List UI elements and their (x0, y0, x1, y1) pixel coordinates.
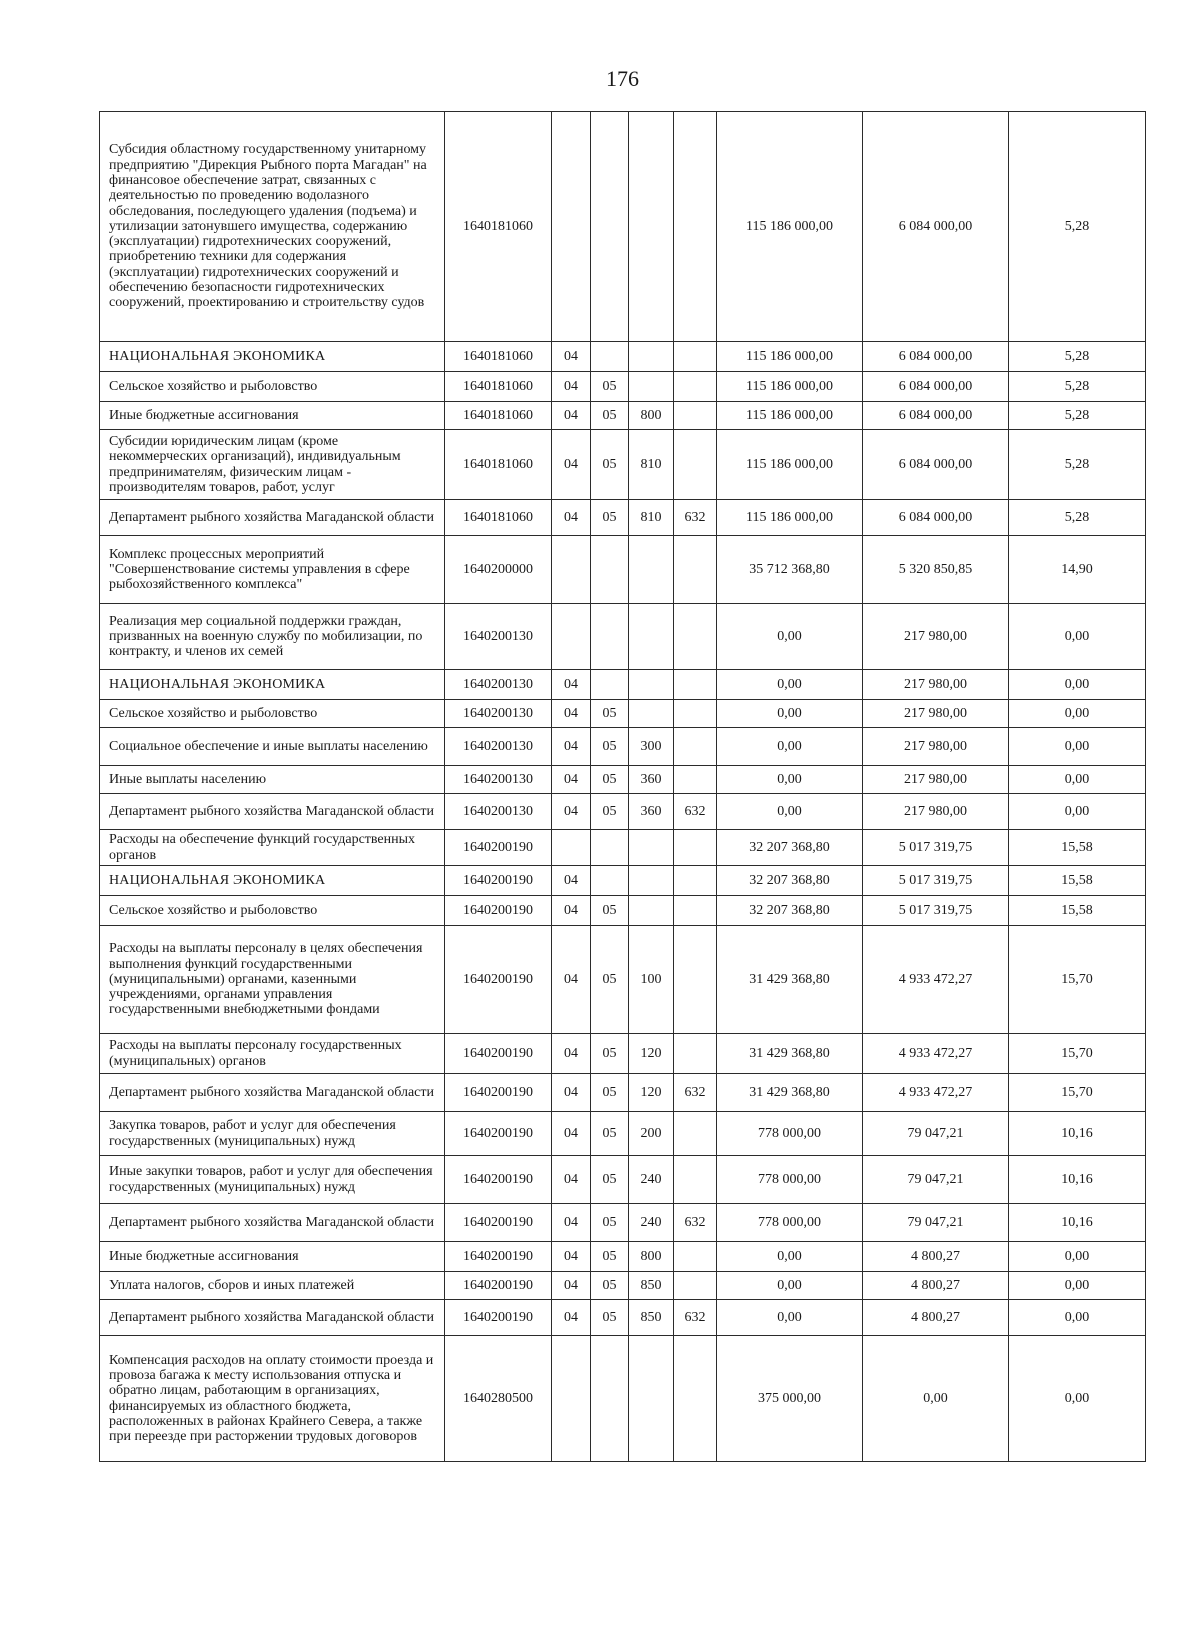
budget-table (99, 111, 1146, 1462)
row-section: 04 (552, 1272, 591, 1300)
row-actual-amount: 217 980,00 (863, 728, 1009, 766)
row-name: Иные выплаты населению (100, 766, 445, 794)
row-actual-amount: 217 980,00 (863, 700, 1009, 728)
row-code: 1640200190 (445, 1204, 552, 1242)
row-plan-amount: 115 186 000,00 (717, 500, 863, 536)
row-plan-amount: 0,00 (717, 1272, 863, 1300)
row-actual-amount: 79 047,21 (863, 1204, 1009, 1242)
row-ministry-code (674, 1112, 717, 1156)
row-name: НАЦИОНАЛЬНАЯ ЭКОНОМИКА (100, 866, 445, 896)
row-expense-type (629, 1336, 674, 1462)
row-ministry-code (674, 728, 717, 766)
row-expense-type (629, 372, 674, 402)
row-expense-type: 300 (629, 728, 674, 766)
table-row (100, 728, 1146, 766)
row-subsection: 05 (591, 1204, 629, 1242)
row-actual-amount: 6 084 000,00 (863, 430, 1009, 500)
row-expense-type (629, 670, 674, 700)
row-percent: 0,00 (1009, 794, 1146, 830)
row-expense-type: 360 (629, 794, 674, 830)
row-section: 04 (552, 1074, 591, 1112)
row-subsection: 05 (591, 1156, 629, 1204)
row-code: 1640200130 (445, 670, 552, 700)
row-plan-amount: 0,00 (717, 604, 863, 670)
row-percent: 5,28 (1009, 112, 1146, 342)
row-name: Субсидия областному государственному унитарному предприятию "Дирекция Рыбного порта Магадан" на финансовое обеспечение затрат, связанных с деятельностью по проведению водолазного обследования, последующего удаления (подъема) и утилизации затонувшего имущества, содержанию (эксплуатации) гидротехнических сооружений, приобретению техники для содержания (эксплуатации) гидротехнических сооружений и обеспечению безопасности гидротехнических сооружений, проектированию и строительству судов (100, 112, 445, 342)
table-row (100, 112, 1146, 342)
row-subsection: 05 (591, 1272, 629, 1300)
row-percent: 0,00 (1009, 1336, 1146, 1462)
row-name: НАЦИОНАЛЬНАЯ ЭКОНОМИКА (100, 342, 445, 372)
row-actual-amount: 6 084 000,00 (863, 372, 1009, 402)
table-row (100, 500, 1146, 536)
row-section: 04 (552, 1112, 591, 1156)
row-code: 1640200190 (445, 1074, 552, 1112)
row-percent: 0,00 (1009, 604, 1146, 670)
row-subsection (591, 342, 629, 372)
row-ministry-code (674, 896, 717, 926)
row-section (552, 604, 591, 670)
row-actual-amount: 5 017 319,75 (863, 866, 1009, 896)
row-ministry-code (674, 342, 717, 372)
row-code: 1640200190 (445, 926, 552, 1034)
table-row (100, 1112, 1146, 1156)
row-ministry-code (674, 1272, 717, 1300)
row-actual-amount: 79 047,21 (863, 1156, 1009, 1204)
row-expense-type: 800 (629, 402, 674, 430)
row-name: Комплекс процессных мероприятий "Совершенствование системы управления в сфере рыбохозяйственного комплекса" (100, 536, 445, 604)
row-percent: 5,28 (1009, 372, 1146, 402)
row-percent: 15,70 (1009, 1034, 1146, 1074)
row-expense-type (629, 896, 674, 926)
row-ministry-code (674, 670, 717, 700)
row-plan-amount: 115 186 000,00 (717, 372, 863, 402)
row-section (552, 536, 591, 604)
page-number: 176 (606, 66, 639, 91)
row-plan-amount: 31 429 368,80 (717, 1074, 863, 1112)
table-body (100, 112, 1146, 1462)
row-subsection (591, 604, 629, 670)
row-plan-amount: 115 186 000,00 (717, 430, 863, 500)
row-percent: 5,28 (1009, 342, 1146, 372)
row-code: 1640200190 (445, 1156, 552, 1204)
row-code: 1640280500 (445, 1336, 552, 1462)
row-percent: 5,28 (1009, 402, 1146, 430)
row-plan-amount: 375 000,00 (717, 1336, 863, 1462)
row-section: 04 (552, 1204, 591, 1242)
row-percent: 15,70 (1009, 1074, 1146, 1112)
row-code: 1640200130 (445, 604, 552, 670)
row-subsection: 05 (591, 700, 629, 728)
row-section: 04 (552, 926, 591, 1034)
row-subsection (591, 830, 629, 866)
row-subsection: 05 (591, 728, 629, 766)
row-percent: 5,28 (1009, 500, 1146, 536)
table-row (100, 604, 1146, 670)
row-name: Сельское хозяйство и рыболовство (100, 700, 445, 728)
row-code: 1640200130 (445, 794, 552, 830)
row-actual-amount: 5 017 319,75 (863, 896, 1009, 926)
row-actual-amount: 217 980,00 (863, 794, 1009, 830)
row-expense-type: 810 (629, 500, 674, 536)
row-percent: 5,28 (1009, 430, 1146, 500)
row-percent: 0,00 (1009, 728, 1146, 766)
row-code: 1640200190 (445, 1272, 552, 1300)
row-percent: 0,00 (1009, 1242, 1146, 1272)
row-ministry-code (674, 866, 717, 896)
row-plan-amount: 0,00 (717, 794, 863, 830)
row-name: Департамент рыбного хозяйства Магаданской области (100, 1204, 445, 1242)
row-actual-amount: 4 933 472,27 (863, 1034, 1009, 1074)
table-row (100, 1336, 1146, 1462)
row-plan-amount: 778 000,00 (717, 1204, 863, 1242)
row-subsection: 05 (591, 896, 629, 926)
row-expense-type (629, 342, 674, 372)
row-percent: 0,00 (1009, 700, 1146, 728)
row-actual-amount: 6 084 000,00 (863, 112, 1009, 342)
row-subsection: 05 (591, 794, 629, 830)
row-percent: 10,16 (1009, 1204, 1146, 1242)
row-actual-amount: 4 933 472,27 (863, 926, 1009, 1034)
row-ministry-code: 632 (674, 794, 717, 830)
row-ministry-code (674, 112, 717, 342)
row-ministry-code (674, 1156, 717, 1204)
row-subsection: 05 (591, 926, 629, 1034)
row-expense-type (629, 112, 674, 342)
row-name: Компенсация расходов на оплату стоимости проезда и провоза багажа к месту использования отпуска и обратно лицам, работающим в организациях, финансируемых из областного бюджета, расположенных в районах Крайнего Севера, а также при переезде при расторжении трудовых договоров (100, 1336, 445, 1462)
row-name: Расходы на выплаты персоналу государственных (муниципальных) органов (100, 1034, 445, 1074)
row-expense-type: 240 (629, 1156, 674, 1204)
row-ministry-code: 632 (674, 1300, 717, 1336)
row-expense-type: 200 (629, 1112, 674, 1156)
row-percent: 0,00 (1009, 670, 1146, 700)
row-name: Департамент рыбного хозяйства Магаданской области (100, 1300, 445, 1336)
table-row (100, 1204, 1146, 1242)
row-name: Иные закупки товаров, работ и услуг для обеспечения государственных (муниципальных) нужд (100, 1156, 445, 1204)
row-section: 04 (552, 670, 591, 700)
row-actual-amount: 6 084 000,00 (863, 500, 1009, 536)
row-plan-amount: 32 207 368,80 (717, 830, 863, 866)
row-expense-type: 810 (629, 430, 674, 500)
row-section: 04 (552, 766, 591, 794)
table-row (100, 402, 1146, 430)
row-section: 04 (552, 1034, 591, 1074)
row-section: 04 (552, 372, 591, 402)
row-section: 04 (552, 1300, 591, 1336)
row-plan-amount: 0,00 (717, 1300, 863, 1336)
row-code: 1640200190 (445, 830, 552, 866)
row-percent: 15,58 (1009, 866, 1146, 896)
row-code: 1640200000 (445, 536, 552, 604)
row-expense-type (629, 830, 674, 866)
table-row (100, 1156, 1146, 1204)
row-code: 1640181060 (445, 342, 552, 372)
row-section: 04 (552, 700, 591, 728)
row-expense-type: 360 (629, 766, 674, 794)
row-ministry-code (674, 402, 717, 430)
row-expense-type (629, 866, 674, 896)
row-code: 1640200190 (445, 866, 552, 896)
row-actual-amount: 6 084 000,00 (863, 402, 1009, 430)
table-row (100, 342, 1146, 372)
row-subsection: 05 (591, 1300, 629, 1336)
row-name: Субсидии юридическим лицам (кроме некоммерческих организаций), индивидуальным предпринимателям, физическим лицам - производителям товаров, работ, услуг (100, 430, 445, 500)
row-section (552, 112, 591, 342)
row-subsection: 05 (591, 500, 629, 536)
row-section: 04 (552, 430, 591, 500)
row-subsection (591, 866, 629, 896)
row-actual-amount: 4 800,27 (863, 1300, 1009, 1336)
table-row (100, 794, 1146, 830)
row-plan-amount: 31 429 368,80 (717, 926, 863, 1034)
row-percent: 10,16 (1009, 1112, 1146, 1156)
row-code: 1640181060 (445, 112, 552, 342)
row-plan-amount: 35 712 368,80 (717, 536, 863, 604)
row-ministry-code (674, 926, 717, 1034)
row-percent: 15,58 (1009, 896, 1146, 926)
table-row (100, 866, 1146, 896)
row-name: Сельское хозяйство и рыболовство (100, 896, 445, 926)
row-percent: 0,00 (1009, 1272, 1146, 1300)
table-row (100, 830, 1146, 866)
row-ministry-code (674, 1242, 717, 1272)
row-code: 1640181060 (445, 500, 552, 536)
row-percent: 0,00 (1009, 1300, 1146, 1336)
row-actual-amount: 217 980,00 (863, 766, 1009, 794)
row-actual-amount: 6 084 000,00 (863, 342, 1009, 372)
row-plan-amount: 115 186 000,00 (717, 112, 863, 342)
table-row (100, 430, 1146, 500)
table-row (100, 926, 1146, 1034)
row-subsection: 05 (591, 430, 629, 500)
row-plan-amount: 0,00 (717, 766, 863, 794)
row-section: 04 (552, 728, 591, 766)
row-ministry-code (674, 1034, 717, 1074)
row-plan-amount: 32 207 368,80 (717, 896, 863, 926)
row-name: Сельское хозяйство и рыболовство (100, 372, 445, 402)
row-plan-amount: 115 186 000,00 (717, 342, 863, 372)
row-actual-amount: 4 800,27 (863, 1242, 1009, 1272)
row-name: НАЦИОНАЛЬНАЯ ЭКОНОМИКА (100, 670, 445, 700)
table-row (100, 700, 1146, 728)
row-actual-amount: 4 800,27 (863, 1272, 1009, 1300)
row-code: 1640200130 (445, 700, 552, 728)
row-name: Департамент рыбного хозяйства Магаданской области (100, 1074, 445, 1112)
table-row (100, 372, 1146, 402)
row-ministry-code (674, 1336, 717, 1462)
row-plan-amount: 31 429 368,80 (717, 1034, 863, 1074)
row-section (552, 830, 591, 866)
table-row (100, 1242, 1146, 1272)
row-subsection: 05 (591, 402, 629, 430)
row-section: 04 (552, 1156, 591, 1204)
row-ministry-code (674, 372, 717, 402)
row-actual-amount: 5 320 850,85 (863, 536, 1009, 604)
row-code: 1640200190 (445, 1242, 552, 1272)
row-code: 1640200190 (445, 1300, 552, 1336)
row-name: Департамент рыбного хозяйства Магаданской области (100, 500, 445, 536)
row-expense-type: 800 (629, 1242, 674, 1272)
row-section: 04 (552, 1242, 591, 1272)
table-row (100, 1034, 1146, 1074)
row-name: Социальное обеспечение и иные выплаты населению (100, 728, 445, 766)
row-code: 1640200130 (445, 728, 552, 766)
row-percent: 15,70 (1009, 926, 1146, 1034)
row-section: 04 (552, 342, 591, 372)
row-ministry-code (674, 700, 717, 728)
row-expense-type (629, 700, 674, 728)
row-actual-amount: 79 047,21 (863, 1112, 1009, 1156)
row-subsection (591, 1336, 629, 1462)
row-ministry-code (674, 830, 717, 866)
row-section: 04 (552, 794, 591, 830)
row-ministry-code (674, 604, 717, 670)
row-expense-type: 850 (629, 1300, 674, 1336)
row-code: 1640181060 (445, 402, 552, 430)
row-expense-type: 850 (629, 1272, 674, 1300)
row-expense-type (629, 604, 674, 670)
table-row (100, 896, 1146, 926)
table-row (100, 670, 1146, 700)
row-expense-type: 100 (629, 926, 674, 1034)
row-expense-type: 120 (629, 1074, 674, 1112)
row-section: 04 (552, 402, 591, 430)
row-plan-amount: 32 207 368,80 (717, 866, 863, 896)
row-name: Расходы на обеспечение функций государственных органов (100, 830, 445, 866)
row-expense-type (629, 536, 674, 604)
row-name: Иные бюджетные ассигнования (100, 402, 445, 430)
row-section: 04 (552, 500, 591, 536)
row-expense-type: 120 (629, 1034, 674, 1074)
row-percent: 0,00 (1009, 766, 1146, 794)
row-expense-type: 240 (629, 1204, 674, 1242)
row-ministry-code: 632 (674, 1074, 717, 1112)
row-name: Расходы на выплаты персоналу в целях обеспечения выполнения функций государственными (муниципальными) органами, казенными учреждениями, органами управления государственными внебюджетными фондами (100, 926, 445, 1034)
table-row (100, 1300, 1146, 1336)
row-subsection: 05 (591, 1074, 629, 1112)
row-subsection (591, 670, 629, 700)
row-name: Закупка товаров, работ и услуг для обеспечения государственных (муниципальных) нужд (100, 1112, 445, 1156)
row-ministry-code: 632 (674, 1204, 717, 1242)
row-plan-amount: 0,00 (717, 1242, 863, 1272)
table-row (100, 766, 1146, 794)
row-code: 1640200190 (445, 1034, 552, 1074)
row-subsection: 05 (591, 1034, 629, 1074)
row-plan-amount: 778 000,00 (717, 1156, 863, 1204)
row-section (552, 1336, 591, 1462)
row-code: 1640200130 (445, 766, 552, 794)
row-plan-amount: 0,00 (717, 670, 863, 700)
row-name: Иные бюджетные ассигнования (100, 1242, 445, 1272)
row-subsection: 05 (591, 1112, 629, 1156)
row-subsection: 05 (591, 1242, 629, 1272)
row-actual-amount: 217 980,00 (863, 604, 1009, 670)
row-ministry-code: 632 (674, 500, 717, 536)
row-subsection (591, 112, 629, 342)
row-code: 1640181060 (445, 372, 552, 402)
row-percent: 10,16 (1009, 1156, 1146, 1204)
row-actual-amount: 5 017 319,75 (863, 830, 1009, 866)
row-plan-amount: 0,00 (717, 700, 863, 728)
row-plan-amount: 778 000,00 (717, 1112, 863, 1156)
row-name: Реализация мер социальной поддержки граждан, призванных на военную службу по мобилизации, по контракту, и членов их семей (100, 604, 445, 670)
row-subsection (591, 536, 629, 604)
table-row (100, 536, 1146, 604)
row-subsection: 05 (591, 372, 629, 402)
row-ministry-code (674, 766, 717, 794)
row-plan-amount: 0,00 (717, 728, 863, 766)
row-percent: 14,90 (1009, 536, 1146, 604)
row-name: Департамент рыбного хозяйства Магаданской области (100, 794, 445, 830)
row-code: 1640200190 (445, 896, 552, 926)
row-actual-amount: 217 980,00 (863, 670, 1009, 700)
row-actual-amount: 4 933 472,27 (863, 1074, 1009, 1112)
row-ministry-code (674, 430, 717, 500)
table-row (100, 1074, 1146, 1112)
row-section: 04 (552, 896, 591, 926)
row-name: Уплата налогов, сборов и иных платежей (100, 1272, 445, 1300)
row-code: 1640200190 (445, 1112, 552, 1156)
table-row (100, 1272, 1146, 1300)
row-subsection: 05 (591, 766, 629, 794)
row-ministry-code (674, 536, 717, 604)
row-section: 04 (552, 866, 591, 896)
row-percent: 15,58 (1009, 830, 1146, 866)
row-actual-amount: 0,00 (863, 1336, 1009, 1462)
row-code: 1640181060 (445, 430, 552, 500)
row-plan-amount: 115 186 000,00 (717, 402, 863, 430)
